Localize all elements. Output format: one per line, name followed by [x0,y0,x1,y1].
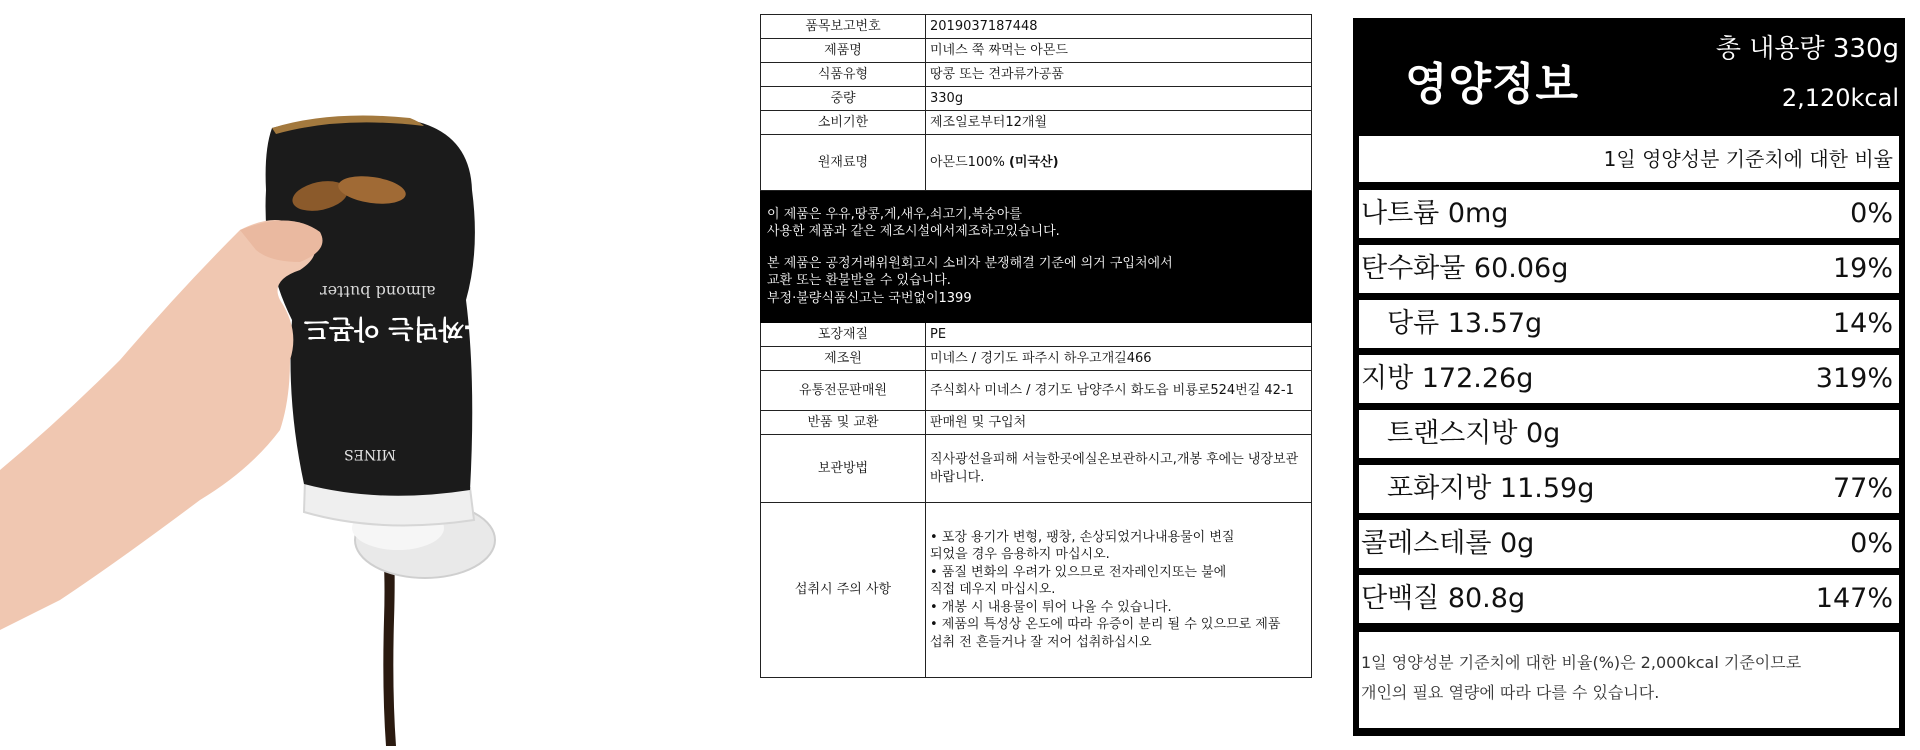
info-value: 아몬드100% [930,154,1009,170]
nutrient-row [1359,520,1899,568]
allergen-notice-row [761,191,1312,323]
info-row [761,87,1312,111]
caution-list [926,503,1312,678]
caution-line: • 포장 용기가 변형, 팽창, 손상되었거나내용물이 변질 [930,529,1235,545]
info-row [761,63,1312,87]
nutrient-label: 당류 13.57g [1387,308,1543,339]
nutrient-percent: 77% [1832,473,1893,504]
nutrition-footnote [1359,632,1899,728]
nutrient-label: 단백질 80.8g [1361,583,1526,614]
info-label: 반품 및 교환 [761,411,926,435]
info-row-caution [761,503,1312,678]
nutrient-row [1359,465,1899,513]
caution-line: 되었을 경우 음용하지 마십시오. [930,547,1110,563]
nutrient-label: 트랜스지방 0g [1387,418,1561,449]
info-label: 원재료명 [761,135,926,191]
info-row [761,39,1312,63]
info-label: 품목보고번호 [761,15,926,39]
nutrition-title: 영양정보 [1405,59,1580,110]
bottle-label-en: almond butter [320,282,436,301]
nutrient-row [1359,410,1899,458]
nutrient-percent: 14% [1832,308,1893,339]
info-value: 판매원 및 구입처 [926,411,1312,435]
total-content: 총 내용량 330g [1715,34,1899,64]
nutrient-row [1359,300,1899,348]
info-row [761,111,1312,135]
nutrient-label: 나트륨 0mg [1361,198,1509,229]
bottle-label-kr: 쪽-짜먹는 아몬드 [304,313,500,343]
info-label: 제조원 [761,347,926,371]
nutrient-label: 콜레스테롤 0g [1361,528,1535,559]
nutrient-row [1359,575,1899,623]
info-label: 섭취시 주의 사항 [761,503,926,678]
info-label: 제품명 [761,39,926,63]
caution-line: • 제품의 특성상 온도에 따라 유증이 분리 될 수 있으므로 제품 [930,617,1281,633]
info-row [761,15,1312,39]
notice-line: 사용한 제품과 같은 제조시설에서제조하고있습니다. [767,224,1060,240]
nutrient-percent: 19% [1832,253,1893,284]
info-value: 미네스 쭉 짜먹는 아몬드 [926,39,1312,63]
product-info-table [760,14,1312,678]
info-value: PE [926,323,1312,347]
info-value: 주식회사 미네스 / 경기도 남양주시 화도읍 비룡로524번길 42-1 [926,371,1312,411]
nutrient-row [1359,190,1899,238]
notice-line: 교환 또는 환불받을 수 있습니다. [767,273,951,289]
nutrient-percent: 0% [1850,198,1893,229]
info-row [761,411,1312,435]
caution-line: 섭취 전 흔들거나 잘 저어 섭취하십시오 [930,634,1152,650]
nutrition-header [1353,18,1905,128]
notice-line: 이 제품은 우유,땅콩,게,새우,쇠고기,복숭아를 [767,206,1022,222]
info-row [761,347,1312,371]
squeeze-bottle-illustration [0,0,640,746]
info-row [761,323,1312,347]
nutrient-row [1359,355,1899,403]
total-calories: 2,120kcal [1781,84,1899,112]
info-label: 포장재질 [761,323,926,347]
nutrient-percent: 319% [1815,363,1893,394]
caution-line: 직접 데우지 마십시오. [930,582,1056,598]
info-row [761,371,1312,411]
info-label: 보관방법 [761,435,926,503]
info-label: 유통전문판매원 [761,371,926,411]
info-label: 소비기한 [761,111,926,135]
nutrient-label: 지방 172.26g [1361,363,1534,394]
nutrition-facts-panel [1353,18,1905,736]
info-value: 직사광선을피해 서늘한곳에실온보관하시고,개봉 후에는 냉장보관 바랍니다. [926,435,1312,503]
origin-country: (미국산) [1008,154,1059,170]
info-value: 땅콩 또는 견과류가공품 [926,63,1312,87]
footnote-line: 1일 영양성분 기준치에 대한 비율(%)은 2,000kcal 기준이므로 [1361,653,1802,672]
notice-line: 부정·불량식품신고는 국번없이1399 [767,290,972,306]
caution-line: • 개봉 시 내용물이 튀어 나올 수 있습니다. [930,599,1172,615]
info-label: 중량 [761,87,926,111]
info-value: 330g [926,87,1312,111]
caution-line: • 품질 변화의 우려가 있으므로 전자레인지또는 불에 [930,564,1227,580]
nutrient-percent: 0% [1850,528,1893,559]
info-value: 2019037187448 [926,15,1312,39]
nutrient-label: 포화지방 11.59g [1387,473,1595,504]
product-photo [0,0,640,746]
daily-value-header: 1일 영양성분 기준치에 대한 비율 [1359,136,1899,182]
info-row-ingredients [761,135,1312,191]
nutrient-label: 탄수화물 60.06g [1361,253,1569,284]
bottle-logo: MINES [344,446,396,462]
info-label: 식품유형 [761,63,926,87]
nutrient-row [1359,245,1899,293]
notice-line: 본 제품은 공정거래위원회고시 소비자 분쟁해결 기준에 의거 구입처에서 [767,255,1173,271]
allergen-notice [761,191,1312,323]
info-row [761,435,1312,503]
info-value: 미네스 / 경기도 파주시 하우고개길466 [926,347,1312,371]
info-value: 제조일로부터12개월 [926,111,1312,135]
footnote-line: 개인의 필요 열량에 따라 다를 수 있습니다. [1361,683,1660,702]
nutrient-percent: 147% [1815,583,1893,614]
